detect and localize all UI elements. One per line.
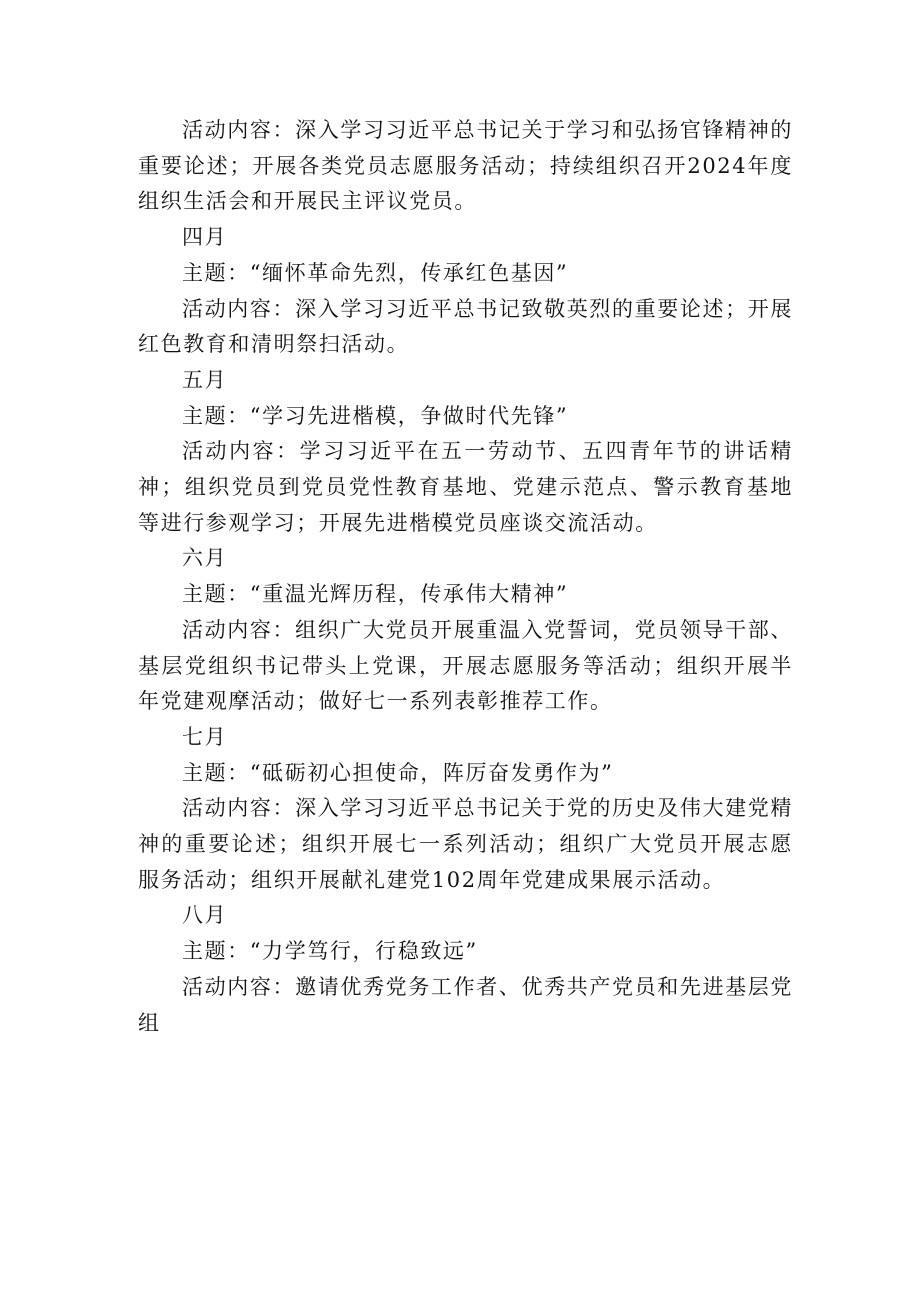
heading-may: 五月 [182,367,228,392]
paragraph-july-theme: 主题：“砥砺初心担使命，阵厉奋发勇作为” [182,760,614,785]
paragraph-may-activity: 活动内容：学习习近平在五一劳动节、五四青年节的讲话精神；组织党员到党员党性教育基地、党建示范点、警示教育基地等进行参观学习；开展先进楷模党员座谈交流活动。 [138,439,793,535]
heading-june: 六月 [182,546,228,571]
paragraph-april-theme: 主题：“缅怀革命先烈，传承红色基因” [182,260,569,285]
heading-july: 七月 [182,724,228,749]
paragraph-may-theme: 主题：“学习先进楷模，争做时代先锋” [182,403,569,428]
paragraph-july-activity: 活动内容：深入学习习近平总书记关于党的历史及伟大建党精神的重要论述；组织开展七一系列活动；组织广大党员开展志愿服务活动；组织开展献礼建党102周年党建成果展示活动。 [138,796,793,892]
paragraph-june-activity: 活动内容：组织广大党员开展重温入党誓词，党员领导干部、基层党组织书记带头上党课，开展志愿服务等活动；组织开展半年党建观摩活动；做好七一系列表彰推荐工作。 [138,617,793,714]
paragraph-august-activity: 活动内容：邀请优秀党务工作者、优秀共产党员和先进基层党组 [138,974,793,1035]
paragraph-august-theme: 主题：“力学笃行，行稳致远” [182,939,478,964]
heading-august: 八月 [182,903,228,928]
document-body [138,113,793,1041]
paragraph-april-activity: 活动内容：深入学习习近平总书记致敬英烈的重要论述；开展红色教育和清明祭扫活动。 [138,296,793,357]
paragraph-march-activity: 活动内容：深入学习习近平总书记关于学习和弘扬官锋精神的重要论述；开展各类党员志愿服务活动；持续组织召开2024年度组织生活会和开展民主评议党员。 [138,118,793,214]
heading-april: 四月 [182,225,228,250]
paragraph-june-theme: 主题：“重温光辉历程，传承伟大精神” [182,582,569,607]
